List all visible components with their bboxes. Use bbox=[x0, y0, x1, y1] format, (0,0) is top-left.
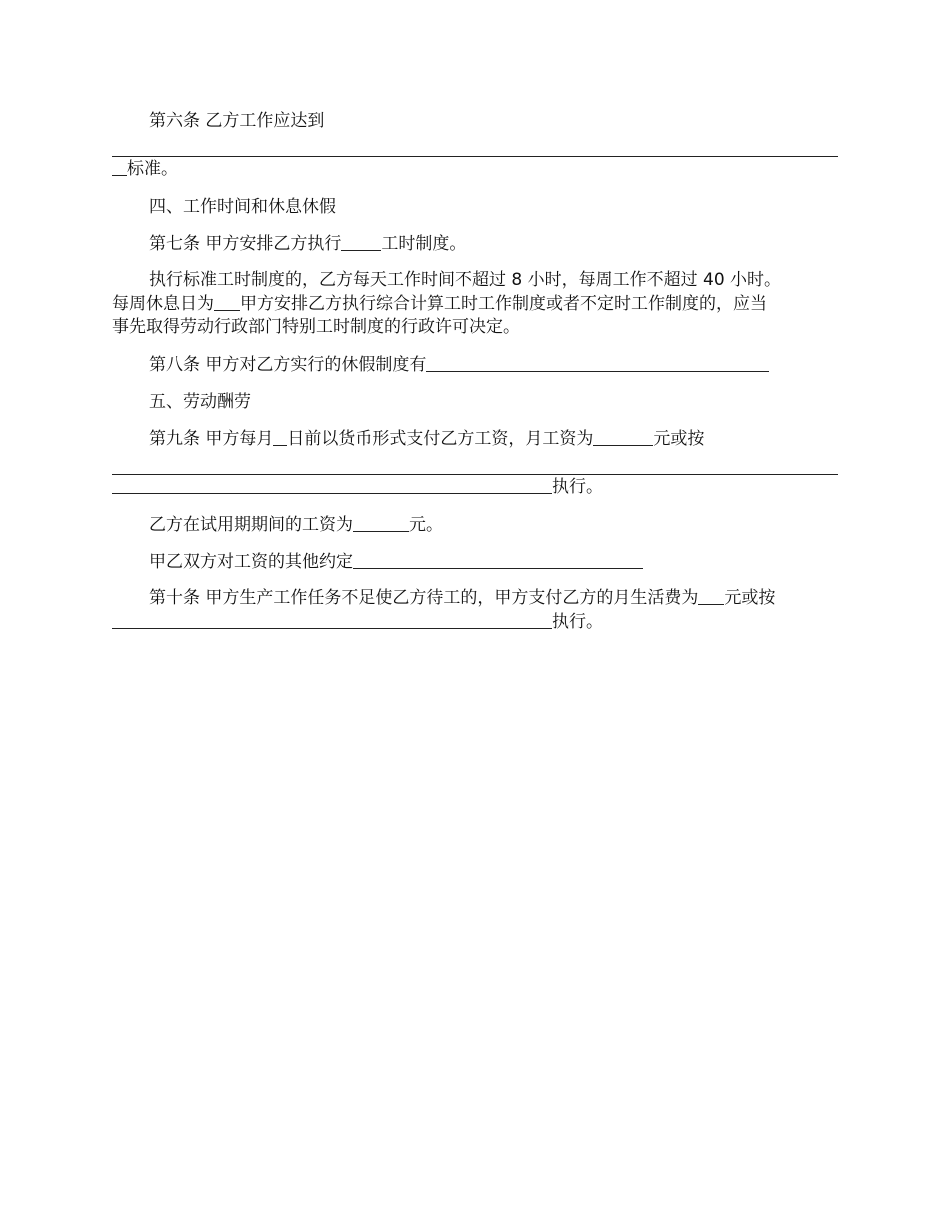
article-9 bbox=[112, 426, 838, 499]
article-10-text-a: 第十条 甲方生产工作任务不足使乙方待工的，甲方支付乙方的月生活费为 bbox=[149, 588, 699, 608]
probation-wage bbox=[112, 512, 838, 538]
standard-hours-line-1 bbox=[112, 268, 838, 292]
article-9-line-3 bbox=[112, 475, 838, 499]
probation-wage-blank bbox=[353, 513, 409, 532]
article-9-text-b: 日前以货币形式支付乙方工资，月工资为 bbox=[287, 429, 594, 449]
article-10 bbox=[112, 586, 838, 634]
article-10-suffix: 执行。 bbox=[552, 612, 603, 632]
document-body bbox=[112, 108, 838, 634]
article-6 bbox=[112, 108, 838, 181]
article-6-short-blank bbox=[112, 157, 127, 176]
living-allowance-blank bbox=[698, 586, 724, 605]
article-8-blank bbox=[426, 353, 769, 372]
article-6-suffix: 标准。 bbox=[127, 159, 178, 179]
article-6-line-2 bbox=[112, 157, 838, 181]
article-10-line-1 bbox=[112, 586, 838, 610]
standard-hours-text-2a: 每周休息日为 bbox=[112, 294, 214, 314]
article-10-text-b: 元或按 bbox=[724, 588, 776, 608]
monthly-wage-blank bbox=[593, 427, 653, 446]
standard-hours-text-2b: 甲方安排乙方执行综合计算工时工作制度或者不定时工作制度的，应当 bbox=[240, 294, 767, 314]
section-4-heading bbox=[112, 194, 838, 220]
other-wage-blank bbox=[353, 550, 643, 569]
article-6-blank-rule bbox=[112, 134, 838, 157]
article-9-line-1 bbox=[112, 426, 838, 452]
article-7-blank bbox=[341, 232, 381, 251]
article-8 bbox=[112, 352, 838, 378]
article-10-long-blank bbox=[112, 610, 552, 629]
article-6-text: 第六条 乙方工作应达到 bbox=[149, 111, 325, 131]
probation-text-b: 元。 bbox=[409, 515, 443, 535]
pay-day-blank bbox=[273, 427, 287, 446]
article-6-line-1 bbox=[112, 108, 838, 134]
article-9-text-c: 元或按 bbox=[653, 429, 705, 449]
article-9-blank-rule bbox=[112, 452, 838, 475]
standard-hours-text-3: 事先取得劳动行政部门特别工时制度的行政许可决定。 bbox=[112, 317, 520, 337]
rest-day-blank bbox=[214, 292, 240, 311]
section-5-heading-text: 五、劳动酬劳 bbox=[149, 392, 251, 412]
article-7-text-b: 工时制度。 bbox=[381, 234, 467, 254]
article-9-text-a: 第九条 甲方每月 bbox=[149, 429, 274, 449]
article-7 bbox=[112, 231, 838, 257]
article-8-text: 第八条 甲方对乙方实行的休假制度有 bbox=[149, 355, 427, 375]
probation-text-a: 乙方在试用期期间的工资为 bbox=[149, 515, 353, 535]
other-wage-agreement bbox=[112, 549, 838, 575]
standard-hours-paragraph bbox=[112, 268, 838, 339]
section-4-heading-text: 四、工作时间和休息休假 bbox=[149, 197, 336, 217]
standard-hours-text-1: 执行标准工时制度的，乙方每天工作时间不超过 8 小时，每周工作不超过 40 小时。 bbox=[149, 270, 782, 290]
article-9-long-blank bbox=[112, 475, 552, 494]
other-wage-text: 甲乙双方对工资的其他约定 bbox=[149, 552, 353, 572]
standard-hours-line-2 bbox=[112, 292, 838, 316]
article-10-line-2 bbox=[112, 610, 838, 634]
standard-hours-line-3 bbox=[112, 316, 838, 339]
section-5-heading bbox=[112, 389, 838, 415]
article-7-text-a: 第七条 甲方安排乙方执行 bbox=[149, 234, 342, 254]
article-9-suffix: 执行。 bbox=[552, 477, 603, 497]
